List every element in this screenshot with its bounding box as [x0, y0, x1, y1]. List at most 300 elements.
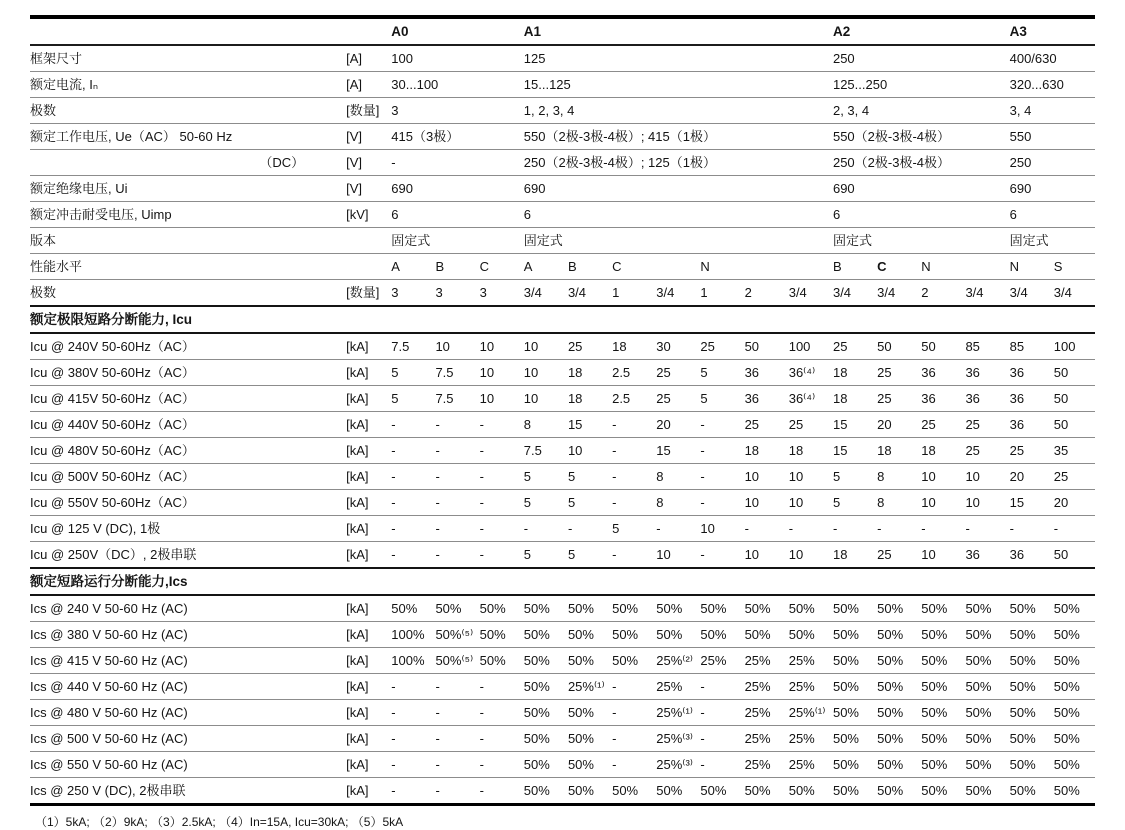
- value-cell: 10: [788, 547, 804, 562]
- value-cell: 50%: [523, 731, 550, 746]
- table-row: [30, 542, 1095, 569]
- value-cell: 50%: [832, 601, 859, 616]
- value-cell: 25%: [744, 757, 771, 772]
- value-cell: 50%: [1053, 653, 1080, 668]
- value-cell: 10: [435, 339, 450, 354]
- value-cell: 3/4: [965, 285, 984, 300]
- value-cell: -: [479, 705, 484, 720]
- value-cell: 50%: [700, 627, 727, 642]
- value-cell: [965, 254, 1009, 280]
- value-cell: 125...250: [832, 77, 888, 92]
- value-cell: 3/4: [1053, 285, 1072, 300]
- value-cell: -: [391, 521, 396, 536]
- value-cell: 5: [523, 547, 532, 562]
- unit-cell: [kA]: [346, 365, 369, 380]
- value-cell: 550（2极-3极-4极）: [832, 129, 951, 144]
- value-cell: 18: [877, 443, 892, 458]
- value-cell: -: [877, 521, 882, 536]
- value-cell: 50%: [1053, 783, 1080, 798]
- value-cell: 25%⁽¹⁾: [656, 705, 693, 720]
- value-cell: -: [479, 547, 484, 562]
- value-cell: 50%: [832, 679, 859, 694]
- value-cell: -: [435, 417, 440, 432]
- row-label: Icu @ 125 V (DC), 1极: [30, 521, 161, 536]
- table-row: [30, 674, 1095, 700]
- value-cell: -: [391, 417, 396, 432]
- table-row: [30, 464, 1095, 490]
- value-cell: 25%: [700, 653, 727, 668]
- row-label: Ics @ 380 V 50-60 Hz (AC): [30, 627, 188, 642]
- unit-cell: [kA]: [346, 783, 369, 798]
- value-cell: 15: [1009, 495, 1025, 510]
- value-cell: -: [1009, 521, 1014, 536]
- value-cell: 50%: [921, 731, 948, 746]
- spec-table: [30, 15, 1095, 806]
- column-group-label: A0: [391, 24, 409, 39]
- value-cell: 10: [788, 469, 804, 484]
- value-cell: 10: [567, 443, 583, 458]
- value-cell: 100: [1053, 339, 1076, 354]
- value-cell: 50%: [1009, 679, 1036, 694]
- section-header-row: [30, 306, 1095, 333]
- table-row: [30, 516, 1095, 542]
- value-cell: 3/4: [877, 285, 896, 300]
- value-cell: 25%⁽³⁾: [656, 731, 693, 746]
- value-cell: 2: [921, 285, 929, 300]
- value-cell: 10: [744, 547, 760, 562]
- value-cell: -: [479, 783, 484, 798]
- value-cell: -: [435, 547, 440, 562]
- value-cell: 7.5: [435, 391, 454, 406]
- value-cell: 50%: [965, 705, 992, 720]
- value-cell: 5: [523, 469, 532, 484]
- value-cell: 36⁽⁴⁾: [788, 365, 816, 380]
- section-title: 额定短路运行分断能力,Ics: [30, 574, 188, 589]
- value-cell: 25%: [744, 679, 771, 694]
- value-cell: 3: [391, 285, 399, 300]
- value-cell: 50%: [965, 757, 992, 772]
- value-cell: -: [700, 705, 705, 720]
- value-cell: 50: [1053, 417, 1069, 432]
- value-cell: 3/4: [656, 285, 675, 300]
- unit-cell: [kA]: [346, 339, 369, 354]
- value-cell: 50%: [479, 653, 506, 668]
- value-cell: 25: [656, 365, 671, 380]
- value-cell: 50%: [479, 601, 506, 616]
- value-cell: 50%: [965, 731, 992, 746]
- value-cell: 10: [479, 391, 495, 406]
- value-cell: 25: [965, 417, 980, 432]
- row-label: （DC）: [259, 155, 305, 170]
- value-cell: 50%: [1009, 731, 1036, 746]
- value-cell: 50%: [921, 627, 948, 642]
- row-label: 额定绝缘电压, Ui: [30, 181, 128, 196]
- column-group-label: A2: [832, 24, 851, 39]
- value-cell: 50%: [612, 601, 639, 616]
- row-label: 额定冲击耐受电压, Uimp: [30, 207, 172, 222]
- value-cell: 10: [921, 547, 936, 562]
- value-cell: 36: [921, 365, 936, 380]
- value-cell: 5: [832, 495, 841, 510]
- value-cell: 1: [700, 285, 708, 300]
- value-cell: 25: [921, 417, 936, 432]
- value-cell: -: [612, 443, 617, 458]
- value-cell: 50%: [1009, 757, 1036, 772]
- value-cell: -: [612, 547, 617, 562]
- value-cell: -: [921, 521, 926, 536]
- value-cell: 30...100: [391, 77, 439, 92]
- value-cell: -: [435, 679, 440, 694]
- value-cell: 50%: [744, 601, 771, 616]
- value-cell: 6: [523, 207, 532, 222]
- value-cell: 2: [744, 285, 752, 300]
- value-cell: 25%: [656, 679, 683, 694]
- unit-cell: [kA]: [346, 417, 369, 432]
- value-cell: -: [479, 469, 484, 484]
- value-cell: 18: [567, 391, 583, 406]
- value-cell: -: [435, 443, 440, 458]
- value-cell: 50%: [921, 653, 948, 668]
- value-cell: -: [700, 679, 705, 694]
- row-label: [30, 17, 346, 45]
- value-cell: 36: [921, 391, 936, 406]
- value-cell: 85: [1009, 339, 1025, 354]
- value-cell: -: [788, 521, 794, 536]
- value-cell: 50%: [877, 731, 904, 746]
- value-cell: 50%: [1053, 679, 1080, 694]
- value-cell: 3/4: [567, 285, 587, 300]
- value-cell: 5: [391, 365, 399, 380]
- section-title: 额定极限短路分断能力, Icu: [30, 312, 193, 327]
- value-cell: 50%: [1053, 627, 1080, 642]
- unit-cell: [kA]: [346, 601, 369, 616]
- value-cell: 50%: [435, 601, 462, 616]
- value-cell: 2, 3, 4: [832, 103, 870, 118]
- value-cell: 1, 2, 3, 4: [523, 103, 575, 118]
- value-cell: C: [479, 259, 489, 274]
- row-label: Icu @ 480V 50-60Hz（AC）: [30, 443, 195, 458]
- value-cell: 50: [744, 339, 760, 354]
- table-row: [30, 700, 1095, 726]
- value-cell: 25: [1053, 469, 1069, 484]
- value-cell: B: [832, 259, 842, 274]
- value-cell: -: [391, 443, 396, 458]
- value-cell: A: [391, 259, 400, 274]
- unit-cell: [kA]: [346, 731, 369, 746]
- row-label: Ics @ 415 V 50-60 Hz (AC): [30, 653, 188, 668]
- value-cell: 25%: [744, 705, 771, 720]
- value-cell: 690: [391, 181, 413, 196]
- value-cell: 50%: [965, 601, 992, 616]
- unit-cell: [V]: [346, 181, 363, 196]
- value-cell: 7.5: [435, 365, 454, 380]
- value-cell: 10: [921, 495, 936, 510]
- value-cell: 50: [1053, 391, 1069, 406]
- value-cell: -: [700, 731, 705, 746]
- value-cell: -: [391, 757, 396, 772]
- value-cell: 85: [965, 339, 980, 354]
- value-cell: 15: [832, 417, 848, 432]
- value-cell: 25: [700, 339, 715, 354]
- value-cell: 50%: [832, 653, 859, 668]
- row-label: Ics @ 500 V 50-60 Hz (AC): [30, 731, 188, 746]
- value-cell: 5: [567, 547, 576, 562]
- value-cell: 3: [391, 103, 399, 118]
- value-cell: 25: [567, 339, 583, 354]
- unit-cell: [kA]: [346, 679, 369, 694]
- value-cell: 18: [921, 443, 936, 458]
- value-cell: 10: [523, 365, 539, 380]
- row-label: Icu @ 500V 50-60Hz（AC）: [30, 469, 195, 484]
- row-label: Icu @ 415V 50-60Hz（AC）: [30, 391, 195, 406]
- value-cell: -: [391, 547, 396, 562]
- value-cell: 10: [921, 469, 936, 484]
- value-cell: 50%: [877, 653, 904, 668]
- value-cell: 5: [523, 495, 532, 510]
- value-cell: 50%: [877, 601, 904, 616]
- value-cell: 50%: [921, 783, 948, 798]
- value-cell: 50%: [877, 705, 904, 720]
- unit-cell: [kA]: [346, 521, 369, 536]
- value-cell: 20: [877, 417, 892, 432]
- value-cell: -: [435, 731, 440, 746]
- value-cell: 36: [1009, 547, 1025, 562]
- value-cell: -: [435, 757, 440, 772]
- table-row: [30, 333, 1095, 360]
- value-cell: 10: [700, 521, 715, 536]
- footnote: （1）5kA; （2）9kA; （3）2.5kA; （4）In=15A, Icu=30kA; （5）5kA: [35, 815, 404, 829]
- value-cell: 50%: [1053, 731, 1080, 746]
- value-cell: 50%: [391, 601, 418, 616]
- value-cell: 50%: [1009, 601, 1036, 616]
- value-cell: 50%: [567, 653, 594, 668]
- value-cell: 50%: [965, 627, 992, 642]
- row-label: 极数: [30, 285, 57, 300]
- value-cell: 690: [832, 181, 855, 196]
- value-cell: 50%: [1009, 627, 1036, 642]
- section-header-row: [30, 568, 1095, 595]
- value-cell: 25%: [744, 731, 771, 746]
- value-cell: -: [479, 495, 484, 510]
- value-cell: 50%: [612, 653, 639, 668]
- table-row: [30, 202, 1095, 228]
- table-row: [30, 72, 1095, 98]
- value-cell: 10: [965, 495, 980, 510]
- table-row: [30, 490, 1095, 516]
- value-cell: 50%: [832, 757, 859, 772]
- value-cell: 18: [788, 443, 804, 458]
- value-cell: 100%: [391, 627, 425, 642]
- row-label: Icu @ 240V 50-60Hz（AC）: [30, 339, 195, 354]
- value-cell: 3: [479, 285, 487, 300]
- value-cell: 50%⁽⁵⁾: [435, 653, 474, 668]
- value-cell: 5: [391, 391, 399, 406]
- unit-cell: [kV]: [346, 207, 369, 222]
- row-label: 额定工作电压, Ue（AC） 50-60 Hz: [30, 129, 233, 144]
- value-cell: B: [567, 259, 577, 274]
- value-cell: 25: [656, 391, 671, 406]
- value-cell: 50%: [832, 627, 859, 642]
- row-label: 额定电流, Iₙ: [30, 77, 99, 92]
- value-cell: C: [612, 259, 622, 274]
- value-cell: 50%: [965, 653, 992, 668]
- value-cell: 250: [832, 51, 855, 66]
- value-cell: 25: [832, 339, 848, 354]
- table-row: [30, 386, 1095, 412]
- value-cell: 25: [965, 443, 980, 458]
- row-label: Ics @ 250 V (DC), 2极串联: [30, 783, 186, 798]
- value-cell: 固定式: [832, 233, 872, 248]
- value-cell: 25: [788, 417, 804, 432]
- value-cell: 50%: [523, 627, 550, 642]
- value-cell: 50%: [832, 731, 859, 746]
- value-cell: 50%: [1053, 757, 1080, 772]
- value-cell: 25%⁽¹⁾: [788, 705, 826, 720]
- value-cell: 18: [744, 443, 760, 458]
- value-cell: 25%⁽³⁾: [656, 757, 693, 772]
- unit-cell: [V]: [346, 155, 363, 170]
- value-cell: 50: [877, 339, 892, 354]
- column-group-label: A1: [523, 24, 542, 39]
- table-row: [30, 124, 1095, 150]
- value-cell: 10: [523, 339, 539, 354]
- value-cell: 50%: [832, 705, 859, 720]
- value-cell: 50%: [700, 601, 727, 616]
- table-row: [30, 150, 1095, 176]
- value-cell: 50%: [877, 783, 904, 798]
- value-cell: 50%: [965, 783, 992, 798]
- value-cell: 7.5: [391, 339, 410, 354]
- value-cell: 36: [1009, 391, 1025, 406]
- value-cell: 50%: [656, 601, 683, 616]
- value-cell: B: [435, 259, 445, 274]
- value-cell: 100: [391, 51, 413, 66]
- value-cell: -: [435, 495, 440, 510]
- row-label: Ics @ 550 V 50-60 Hz (AC): [30, 757, 188, 772]
- value-cell: 690: [523, 181, 546, 196]
- table-row: [30, 45, 1095, 72]
- value-cell: 50%: [567, 731, 594, 746]
- value-cell: -: [612, 469, 617, 484]
- unit-cell: [346, 254, 391, 280]
- value-cell: 1: [612, 285, 620, 300]
- unit-cell: [kA]: [346, 627, 369, 642]
- table-row: [30, 228, 1095, 254]
- value-cell: 36: [744, 391, 760, 406]
- value-cell: 550（2极-3极-4极）; 415（1极）: [523, 129, 716, 144]
- value-cell: 25: [877, 547, 892, 562]
- column-group-header-row: [30, 17, 1095, 45]
- value-cell: 3/4: [523, 285, 542, 300]
- value-cell: -: [700, 757, 705, 772]
- value-cell: 25: [877, 365, 892, 380]
- value-cell: -: [612, 495, 617, 510]
- value-cell: 10: [523, 391, 539, 406]
- value-cell: N: [1009, 259, 1019, 274]
- value-cell: 400/630: [1009, 51, 1057, 66]
- value-cell: -: [435, 469, 440, 484]
- value-cell: -: [479, 757, 484, 772]
- table-row: [30, 360, 1095, 386]
- value-cell: 50%: [877, 627, 904, 642]
- value-cell: 5: [567, 495, 576, 510]
- unit-cell: [kA]: [346, 757, 369, 772]
- value-cell: -: [391, 783, 396, 798]
- value-cell: -: [391, 155, 396, 170]
- value-cell: 36: [965, 365, 980, 380]
- value-cell: 8: [877, 469, 885, 484]
- row-label: Icu @ 550V 50-60Hz（AC）: [30, 495, 195, 510]
- value-cell: 50%: [567, 705, 594, 720]
- value-cell: -: [479, 417, 484, 432]
- unit-cell: [kA]: [346, 469, 369, 484]
- value-cell: 50%: [523, 679, 550, 694]
- value-cell: -: [435, 705, 440, 720]
- value-cell: 10: [788, 495, 804, 510]
- value-cell: 100: [788, 339, 811, 354]
- table-row: [30, 778, 1095, 805]
- unit-cell: [kA]: [346, 391, 369, 406]
- value-cell: -: [612, 705, 617, 720]
- row-label: Ics @ 440 V 50-60 Hz (AC): [30, 679, 188, 694]
- value-cell: 50: [921, 339, 936, 354]
- value-cell: 10: [744, 495, 760, 510]
- value-cell: 250: [1009, 155, 1032, 170]
- value-cell: 5: [700, 365, 708, 380]
- value-cell: 50%: [1009, 705, 1036, 720]
- value-cell: 25%: [788, 653, 815, 668]
- value-cell: 2.5: [612, 391, 631, 406]
- value-cell: 50%: [656, 627, 683, 642]
- value-cell: -: [700, 495, 705, 510]
- table-row: [30, 622, 1095, 648]
- unit-cell: [346, 17, 391, 45]
- value-cell: 50%: [744, 783, 771, 798]
- value-cell: [745, 254, 789, 280]
- value-cell: 25%: [744, 653, 771, 668]
- value-cell: -: [479, 731, 484, 746]
- value-cell: -: [612, 731, 617, 746]
- value-cell: 50%: [788, 783, 815, 798]
- row-label: 极数: [30, 103, 57, 118]
- value-cell: [789, 254, 833, 280]
- table-row: [30, 438, 1095, 464]
- value-cell: 3/4: [832, 285, 852, 300]
- table-row: [30, 595, 1095, 622]
- value-cell: -: [391, 731, 396, 746]
- value-cell: 20: [1009, 469, 1025, 484]
- value-cell: 3: [435, 285, 443, 300]
- table-row: [30, 648, 1095, 674]
- value-cell: 320...630: [1009, 77, 1064, 92]
- value-cell: -: [567, 521, 573, 536]
- table-row: [30, 412, 1095, 438]
- value-cell: 50: [1053, 365, 1069, 380]
- value-cell: 50%: [567, 757, 594, 772]
- value-cell: 50%: [921, 705, 948, 720]
- value-cell: 50%: [788, 601, 815, 616]
- value-cell: C: [877, 259, 887, 274]
- row-label: Ics @ 480 V 50-60 Hz (AC): [30, 705, 188, 720]
- value-cell: -: [700, 469, 705, 484]
- value-cell: 固定式: [391, 233, 431, 248]
- value-cell: S: [1053, 259, 1063, 274]
- value-cell: 20: [1053, 495, 1069, 510]
- row-label: 版本: [30, 233, 57, 248]
- value-cell: -: [612, 417, 617, 432]
- value-cell: 7.5: [523, 443, 542, 458]
- value-cell: 8: [877, 495, 885, 510]
